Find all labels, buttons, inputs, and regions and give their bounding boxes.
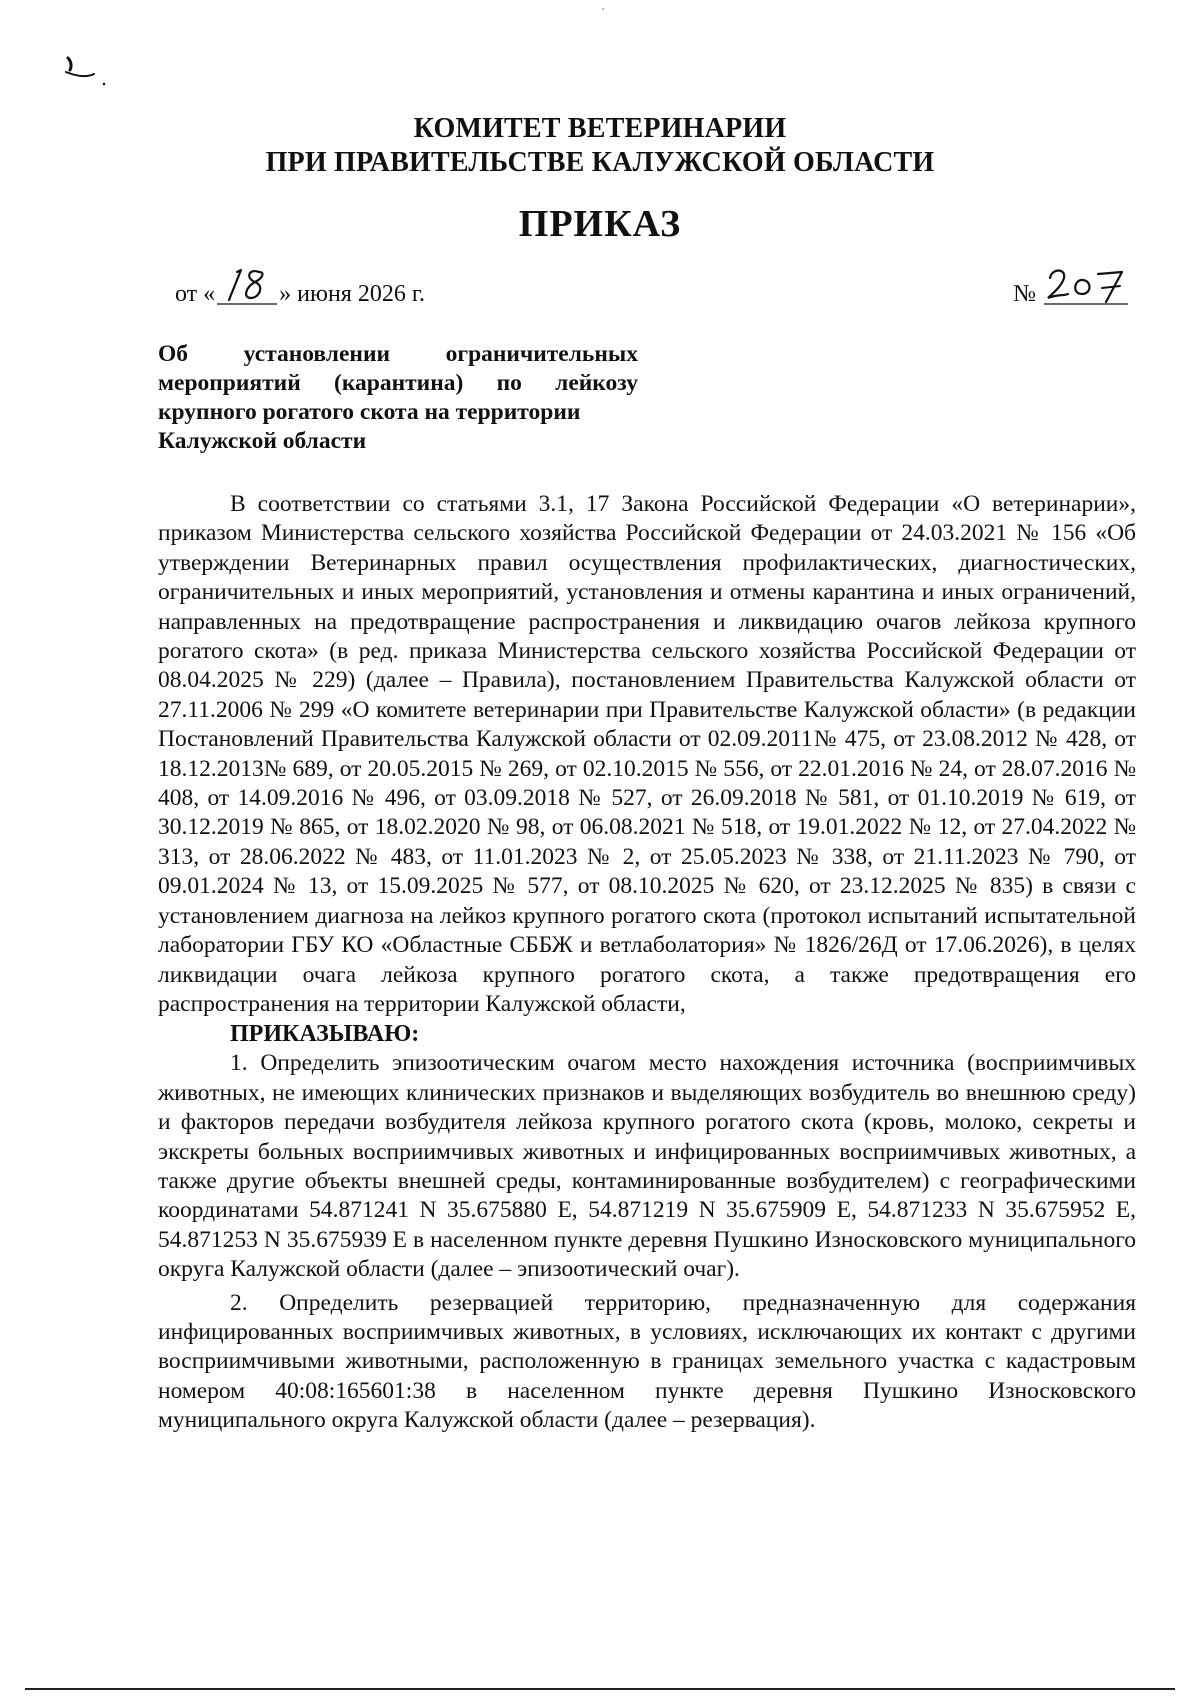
number-prefix: № [1013,281,1036,307]
subject-line-1: Об установлении ограничительных [158,341,638,367]
order-item-1: 1. Определить эпизоотическим очагом место нахождения источника (восприимчивых животных, не имеющих клинических признаков и выделяющих возбудитель во внешнюю среду) и факторов передачи возбудителя лейкоза крупного рогатого скота (кровь, молоко, секреты и экскреты больных восприимчивых животных и инфицированных восприимчивых животных, а также другие объекты внешней среды, контаминированные возбудителем) с географическими координатами 54.871241 N 35.675880 E, 54.871219 N 35.675909 E, 54.871233 N 35.675952 E, 54.871253 N 35.675939 E в населенном пункте деревня Пушкино Износковского муниципального округа Калужской области (далее – эпизоотический очаг). [158,1050,1136,1283]
date-suffix: » июня 2026 г. [279,281,425,307]
handwritten-day [215,280,279,308]
order-subject [158,340,638,456]
handwritten-corner-mark [62,52,112,92]
date-prefix: от « [175,281,216,307]
scan-speck [602,8,604,10]
handwritten-day-signature [215,260,279,308]
handwritten-number [1042,280,1130,308]
subject-line-2: мероприятий (карантина) по лейкозу [158,370,638,396]
org-name-line-1: КОМИТЕТ ВЕТЕРИНАРИИ [413,113,787,144]
date-number-row [175,268,1130,318]
order-word: ПРИКАЗЫВАЮ: [230,1021,420,1048]
org-name-line-2: ПРИ ПРАВИТЕЛЬСТВЕ КАЛУЖСКОЙ ОБЛАСТИ [265,147,935,178]
page-bottom-rule [25,1688,1175,1690]
subject-line-4: Калужской области [158,428,367,454]
document-body [158,490,1136,1436]
handwritten-number-signature [1042,258,1130,308]
document-date [175,280,425,308]
document-number [1013,280,1130,308]
document-header [0,112,1200,246]
preamble-paragraph: В соответствии со статьями 3.1, 17 Закона Российской Федерации «О ветеринарии», приказом Министерства сельского хозяйства Российской Федерации от 24.03.2021 № 156 «Об утверждении Ветеринарных правил осуществления профилактических, диагностических, ограничительных и иных мероприятий, установления и отмены карантина и иных ограничений, направленных на предотвращение распространения и ликвидацию очагов лейкоза крупного рогатого скота» (в ред. приказа Министерства сельского хозяйства Российской Федерации от 08.04.2025 № 229) (далее – Правила), постановлением Правительства Калужской области от 27.11.2006 № 299 «О комитете ветеринарии при Правительстве Калужской области» (в редакции Постановлений Правительства Калужской области от 02.09.2011№ 475, от 23.08.2012 № 428, от 18.12.2013№ 689, от 20.05.2015 № 269, от 02.10.2015 № 556, от 22.01.2016 № 24, от 28.07.2016 № 408, от 14.09.2016 № 496, от 03.09.2018 № 527, от 26.09.2018 № 581, от 01.10.2019 № 619, от 30.12.2019 № 865, от 18.02.2020 № 98, от 06.08.2021 № 518, от 19.01.2022 № 12, от 27.04.2022 № 313, от 28.06.2022 № 483, от 11.01.2023 № 2, от 25.05.2023 № 338, от 21.11.2023 № 790, от 09.01.2024 № 13, от 15.09.2025 № 577, от 08.10.2025 № 620, от 23.12.2025 № 835) в связи с установлением диагноза на лейкоз крупного рогатого скота (протокол испытаний испытательной лаборатории ГБУ КО «Областные СББЖ и ветлаболатория» № 1826/26Д от 17.06.2026), в целях ликвидации очага лейкоза крупного рогатого скота, а также предотвращения его распространения на территории Калужской области, [158,491,1136,1017]
order-item-2: 2. Определить резервацией территорию, предназначенную для содержания инфицированных восприимчивых животных, в условиях, исключающих их контакт с другими восприимчивыми животными, расположенную в границах земельного участка с кадастровым номером 40:08:165601:38 в населенном пункте деревня Пушкино Износковского муниципального округа Калужской области (далее – резервация). [158,1289,1136,1434]
document-type-title: ПРИКАЗ [518,203,682,245]
subject-line-3: крупного рогатого скота на территории [158,399,581,425]
